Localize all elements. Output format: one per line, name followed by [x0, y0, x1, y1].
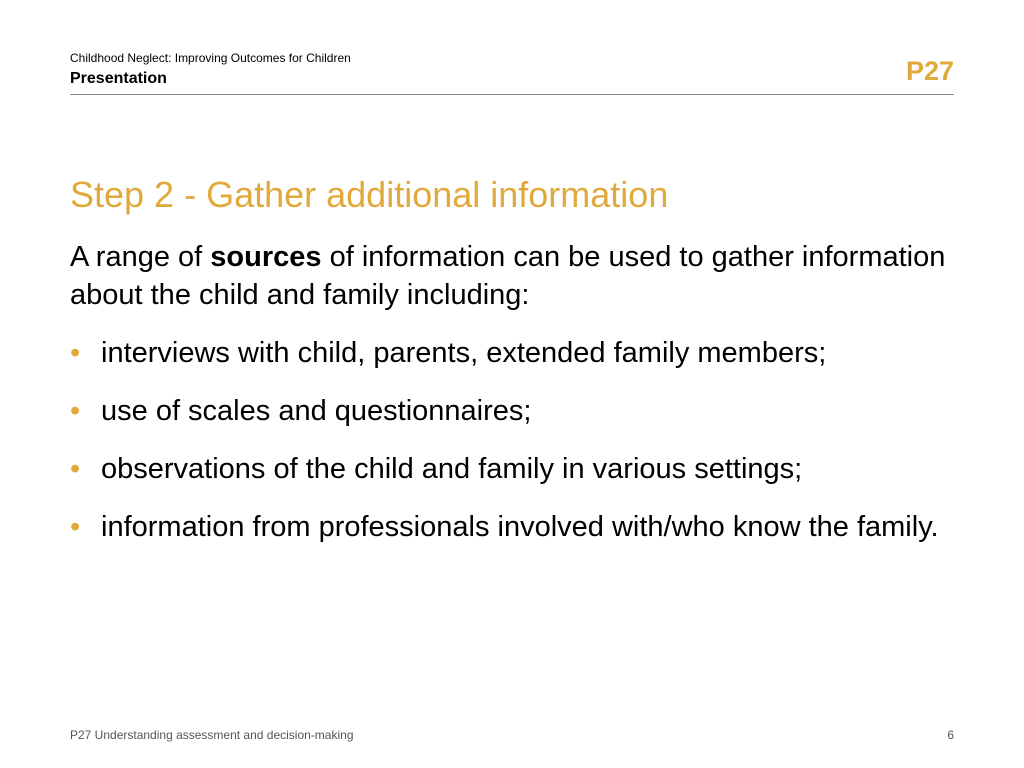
- header-title: Presentation: [70, 70, 167, 87]
- intro-text-after: of information can be used to gather information about the child and family including:: [70, 241, 946, 311]
- bullet-item: [70, 392, 950, 430]
- bullet-text: information from professionals involved with/who know the family.: [101, 511, 939, 543]
- slide-title: Step 2 - Gather additional information: [70, 174, 669, 215]
- intro-emphasis: sources: [210, 241, 322, 273]
- bullet-icon: •: [70, 395, 81, 427]
- bullet-text: observations of the child and family in various settings;: [101, 453, 803, 485]
- bullet-item: [70, 450, 950, 488]
- bullet-icon: •: [70, 511, 81, 543]
- intro-paragraph: [70, 238, 950, 314]
- bullet-icon: •: [70, 453, 81, 485]
- intro-text-before: A range of: [70, 241, 211, 273]
- header-code: P27: [905, 56, 954, 86]
- bullet-item: [70, 334, 950, 372]
- header-divider: [70, 94, 954, 95]
- page-number: 6: [947, 728, 954, 742]
- header-subtitle: Childhood Neglect: Improving Outcomes for Children: [70, 51, 351, 65]
- footer-course-title: P27 Understanding assessment and decision-making: [70, 728, 354, 742]
- bullet-list: [70, 334, 950, 566]
- bullet-text: use of scales and questionnaires;: [101, 395, 532, 427]
- bullet-icon: •: [70, 337, 81, 369]
- bullet-item: [70, 508, 950, 546]
- bullet-text: interviews with child, parents, extended family members;: [101, 337, 827, 369]
